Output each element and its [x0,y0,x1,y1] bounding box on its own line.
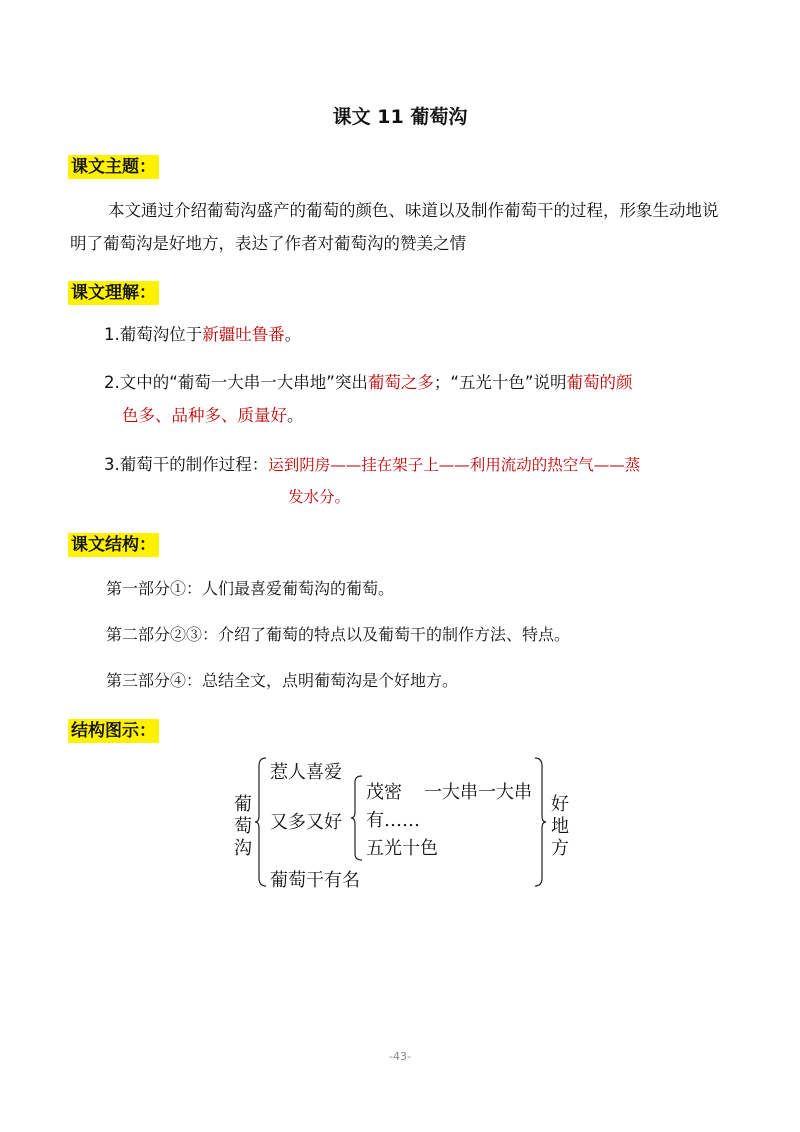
understanding-item-3: 3.葡萄干的制作过程：运到阴房——挂在架子上——利用流动的热空气——蒸 [104,455,641,474]
section-heading-diagram: 结构图示： [68,716,159,741]
diagram-branch-2: 又多又好 [270,812,342,833]
diagram-root: 葡 萄 沟 [234,794,252,859]
section-heading-understanding: 课文理解： [68,278,159,303]
diagram-sub-3: 五光十色 [366,838,438,859]
theme-paragraph: 本文通过介绍葡萄沟盛产的葡萄的颜色、味道以及制作葡萄干的过程，形象生动地说明了葡萄沟是好地方，表达了作者对葡萄沟的赞美之情 [70,201,719,253]
diagram-bracket-main [254,756,270,888]
diagram-sub-1-detail: 一大串一大串 [424,782,532,803]
understanding-item-3-cont: 发水分。 [288,488,351,506]
diagram-branch-3: 葡萄干有名 [270,870,360,891]
structure-part-1: 第一部分①：人们最喜爱葡萄沟的葡萄。 [106,579,395,598]
diagram-sub-1: 茂密 [366,782,402,803]
structure-part-3: 第三部分④：总结全文，点明葡萄沟是个好地方。 [106,671,459,690]
diagram-bracket-close [533,756,549,888]
section-heading-theme: 课文主题： [68,152,159,177]
understanding-item-2-cont: 色多、品种多、质量好。 [122,406,304,425]
diagram-sub-2: 有…… [366,810,420,831]
section-heading-structure: 课文结构： [68,530,159,555]
structure-part-2: 第二部分②③：介绍了葡萄的特点以及葡萄干的制作方法、特点。 [106,625,571,644]
diagram-bracket-sub [350,774,366,862]
understanding-item-2: 2.文中的“葡萄一大串一大串地”突出葡萄之多；“五光十色”说明葡萄的颜 [104,373,633,392]
page-title: 课文 11 葡萄沟 [332,106,468,128]
diagram-conclusion: 好 地 方 [551,794,569,859]
diagram-branch-1: 惹人喜爱 [270,762,342,783]
page-number: -43- [389,1050,411,1063]
understanding-item-1: 1.葡萄沟位于新疆吐鲁番。 [104,325,302,344]
